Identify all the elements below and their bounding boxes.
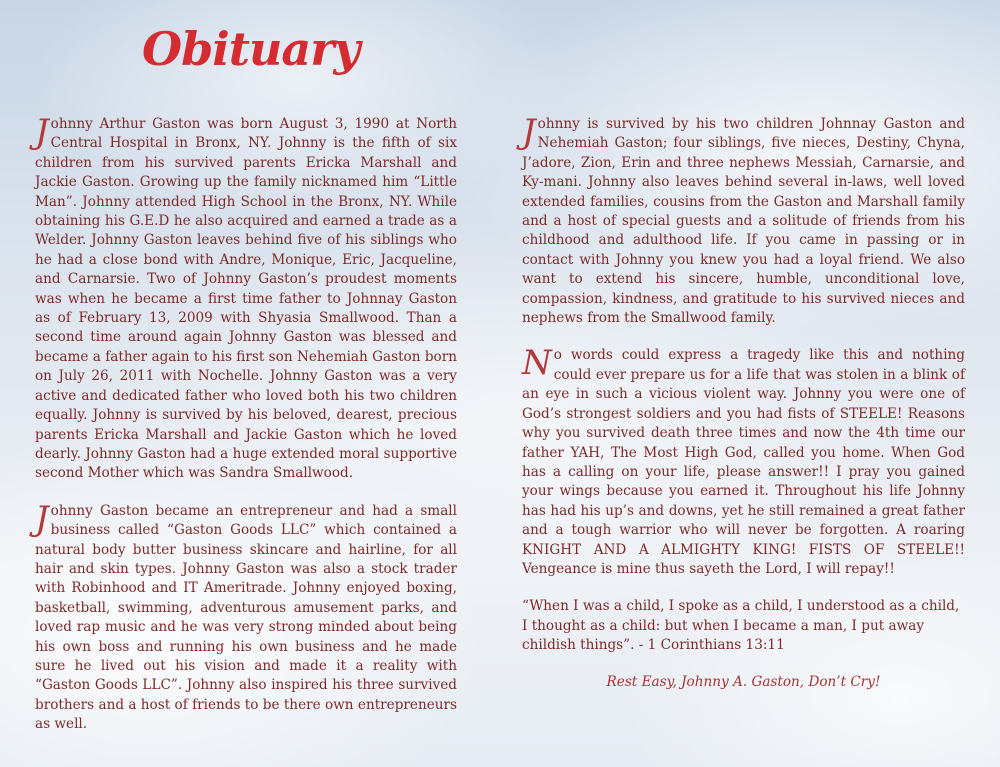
drop-cap: J xyxy=(522,112,536,152)
left-column xyxy=(35,112,457,753)
drop-cap: J xyxy=(35,498,49,539)
drop-cap: J xyxy=(35,112,49,152)
closing-line: Rest Easy, Johnny A. Gaston, Don’t Cry! xyxy=(606,673,881,690)
right-column xyxy=(522,112,965,703)
paragraph-text: o words could express a tragedy like this and nothing could ever prepare us for a life that was stolen in a blink of an eye in such a vicious violent way. Johnny you were one of God’s strongest soldiers and you had fists of STEELE! Reasons why you survived death three times and now the 4th time our father YAH, The Most High God, called you home. When God has a calling on your life, please answer!! I pray you gained your wings because you earned it. Throughout his life Johnny has had his up’s and downs, yet he still remained a great father and a tough warrior who will never be forgotten. A roaring KNIGHT AND A ALMIGHTY KING! FISTS OF STEELE!! Vengeance is mine thus sayeth the Lord, I will repay!! xyxy=(522,347,965,577)
page-title: Obituary xyxy=(142,22,360,76)
paragraph-text: ohnny is survived by his two children Johnnay Gaston and Nehemiah Gaston; four siblings, five nieces, Destiny, Chyna, J’adore, Zion, Erin and three nephews Messiah, Carnarsie, and Ky-mani. Johnny also leaves behind several in-laws, well loved extended families, cousins from the Gaston and Marshall family and a host of special guests and a solitude of friends from his childhood and adulthood life. If you came in passing or in contact with Johnny you knew you had a loyal friend. We also want to extend his sincere, humble, unconditional love, compassion, kindness, and gratitude to his survived nieces and nephews from the Smallwood family. xyxy=(522,116,965,327)
scripture-quote: “When I was a child, I spoke as a child, I understood as a child, I thought as a child: but when I became a man, I put away childish things”. - 1 Corinthians 13:11 xyxy=(522,598,960,654)
birth-paragraph xyxy=(35,112,457,484)
drop-cap: N xyxy=(522,343,552,384)
paragraph-text: ohnny Arthur Gaston was born August 3, 1990 at North Central Hospital in Bronx, NY. Johnny is the fifth of six children from his survived parents Ericka Marshall and Jackie Gaston. Growing up the family nicknamed him “Little Man”. Johnny attended High School in the Bronx, NY. While obtaining his G.E.D he also acquired and earned a trade as a Welder. Johnny Gaston leaves behind five of his siblings who he had a close bond with Andre, Monique, Eric, Jacqueline, and Carnarsie. Two of Johnny Gaston’s proudest moments was when he became a first time father to Johnnay Gaston as of February 13, 2009 with Shyasia Smallwood. Than a second time around again Johnny Gaston was blessed and became a father again to his first son Nehemiah Gaston born on July 26, 2011 with Nochelle. Johnny Gaston was a very active and dedicated father who loved both his two children equally. Johnny is survived by his beloved, dearest, precious parents Ericka Marshall and Jackie Gaston which he loved dearly. Johnny Gaston had a huge extended moral supportive second Mother which was Sandra Smallwood. xyxy=(35,116,457,482)
paragraph-text: ohnny Gaston became an entrepreneur and had a small business called “Gaston Goods LLC” which contained a natural body butter business skincare and hairline, for all hair and skin types. Johnny Gaston was also a stock trader with Robinhood and IT Ameritrade. Johnny enjoyed boxing, basketball, swimming, adventurous amusement parks, and loved rap music and he was very strong minded about being his own boss and running his own business and he made sure he lived out his vision and made it a reality with “Gaston Goods LLC”. Johnny also inspired his three survived brothers and a host of friends to be there own entrepreneurs as well. xyxy=(35,502,457,733)
survivors-paragraph xyxy=(522,112,965,328)
business-paragraph xyxy=(35,498,457,735)
tribute-paragraph xyxy=(522,343,965,579)
